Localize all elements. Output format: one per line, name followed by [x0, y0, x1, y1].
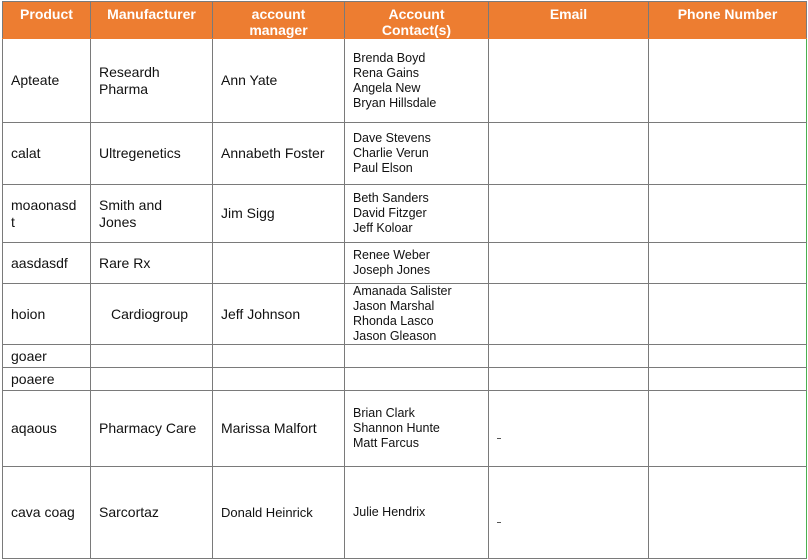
manager-cell: Donald Heinrick: [213, 467, 345, 559]
table-row: [3, 467, 807, 559]
manufacturer-cell: [91, 368, 213, 391]
manufacturer-cell: Cardiogroup: [91, 284, 213, 345]
contacts-cell: Brenda Boyd Rena Gains Angela New Bryan Hillsdale: [345, 39, 489, 123]
phone-cell: [649, 345, 807, 368]
table-row: [3, 123, 807, 185]
header-account-manager: account manager: [213, 2, 345, 39]
manager-cell: Marissa Malfort: [213, 391, 345, 467]
header-row: [3, 2, 807, 39]
product-cell: calat: [3, 123, 91, 185]
product-cell: Apteate: [3, 39, 91, 123]
table-row: [3, 185, 807, 243]
email-cell: [489, 39, 649, 123]
email-cell: [489, 185, 649, 243]
table-row: [3, 243, 807, 284]
phone-cell: [649, 39, 807, 123]
table-row: [3, 345, 807, 368]
manufacturer-cell: Pharmacy Care: [91, 391, 213, 467]
manager-cell: Jeff Johnson: [213, 284, 345, 345]
manufacturer-cell: Rare Rx: [91, 243, 213, 284]
email-cell: [489, 391, 649, 467]
manufacturer-cell: Sarcortaz: [91, 467, 213, 559]
cursor-mark: [497, 522, 501, 523]
manufacturer-cell: Ultregenetics: [91, 123, 213, 185]
email-cell: [489, 284, 649, 345]
manager-cell: [213, 368, 345, 391]
manager-cell: [213, 243, 345, 284]
table-row: [3, 39, 807, 123]
product-cell: aqaous: [3, 391, 91, 467]
email-cell: [489, 243, 649, 284]
email-cell: [489, 345, 649, 368]
manager-cell: Jim Sigg: [213, 185, 345, 243]
email-cell: [489, 368, 649, 391]
table-row: [3, 368, 807, 391]
phone-cell: [649, 243, 807, 284]
contacts-table: [2, 1, 807, 559]
email-cell: [489, 123, 649, 185]
contacts-cell: [345, 345, 489, 368]
contacts-cell: Renee Weber Joseph Jones: [345, 243, 489, 284]
contacts-cell: Beth Sanders David Fitzger Jeff Koloar: [345, 185, 489, 243]
product-cell: aasdasdf: [3, 243, 91, 284]
phone-cell: [649, 368, 807, 391]
header-email: Email: [489, 2, 649, 39]
manufacturer-cell: Smith and Jones: [91, 185, 213, 243]
product-cell: hoion: [3, 284, 91, 345]
manager-cell: Ann Yate: [213, 39, 345, 123]
manager-cell: [213, 345, 345, 368]
manager-cell: Annabeth Foster: [213, 123, 345, 185]
table-row: [3, 284, 807, 345]
email-cell: [489, 467, 649, 559]
product-cell: cava coag: [3, 467, 91, 559]
manufacturer-cell: Researdh Pharma: [91, 39, 213, 123]
phone-cell: [649, 123, 807, 185]
manufacturer-cell: [91, 345, 213, 368]
phone-cell: [649, 284, 807, 345]
header-product: Product: [3, 2, 91, 39]
product-cell: goaer: [3, 345, 91, 368]
contacts-cell: Julie Hendrix: [345, 467, 489, 559]
contacts-cell: Amanada Salister Jason Marshal Rhonda Lasco Jason Gleason: [345, 284, 489, 345]
phone-cell: [649, 467, 807, 559]
product-cell: poaere: [3, 368, 91, 391]
table-row: [3, 391, 807, 467]
header-manufacturer: Manufacturer: [91, 2, 213, 39]
cursor-mark: [497, 438, 501, 439]
contacts-cell: [345, 368, 489, 391]
contacts-cell: Brian Clark Shannon Hunte Matt Farcus: [345, 391, 489, 467]
phone-cell: [649, 185, 807, 243]
contacts-cell: Dave Stevens Charlie Verun Paul Elson: [345, 123, 489, 185]
phone-cell: [649, 391, 807, 467]
product-cell: moaonasd t: [3, 185, 91, 243]
header-phone: Phone Number: [649, 2, 807, 39]
header-account-contacts: Account Contact(s): [345, 2, 489, 39]
